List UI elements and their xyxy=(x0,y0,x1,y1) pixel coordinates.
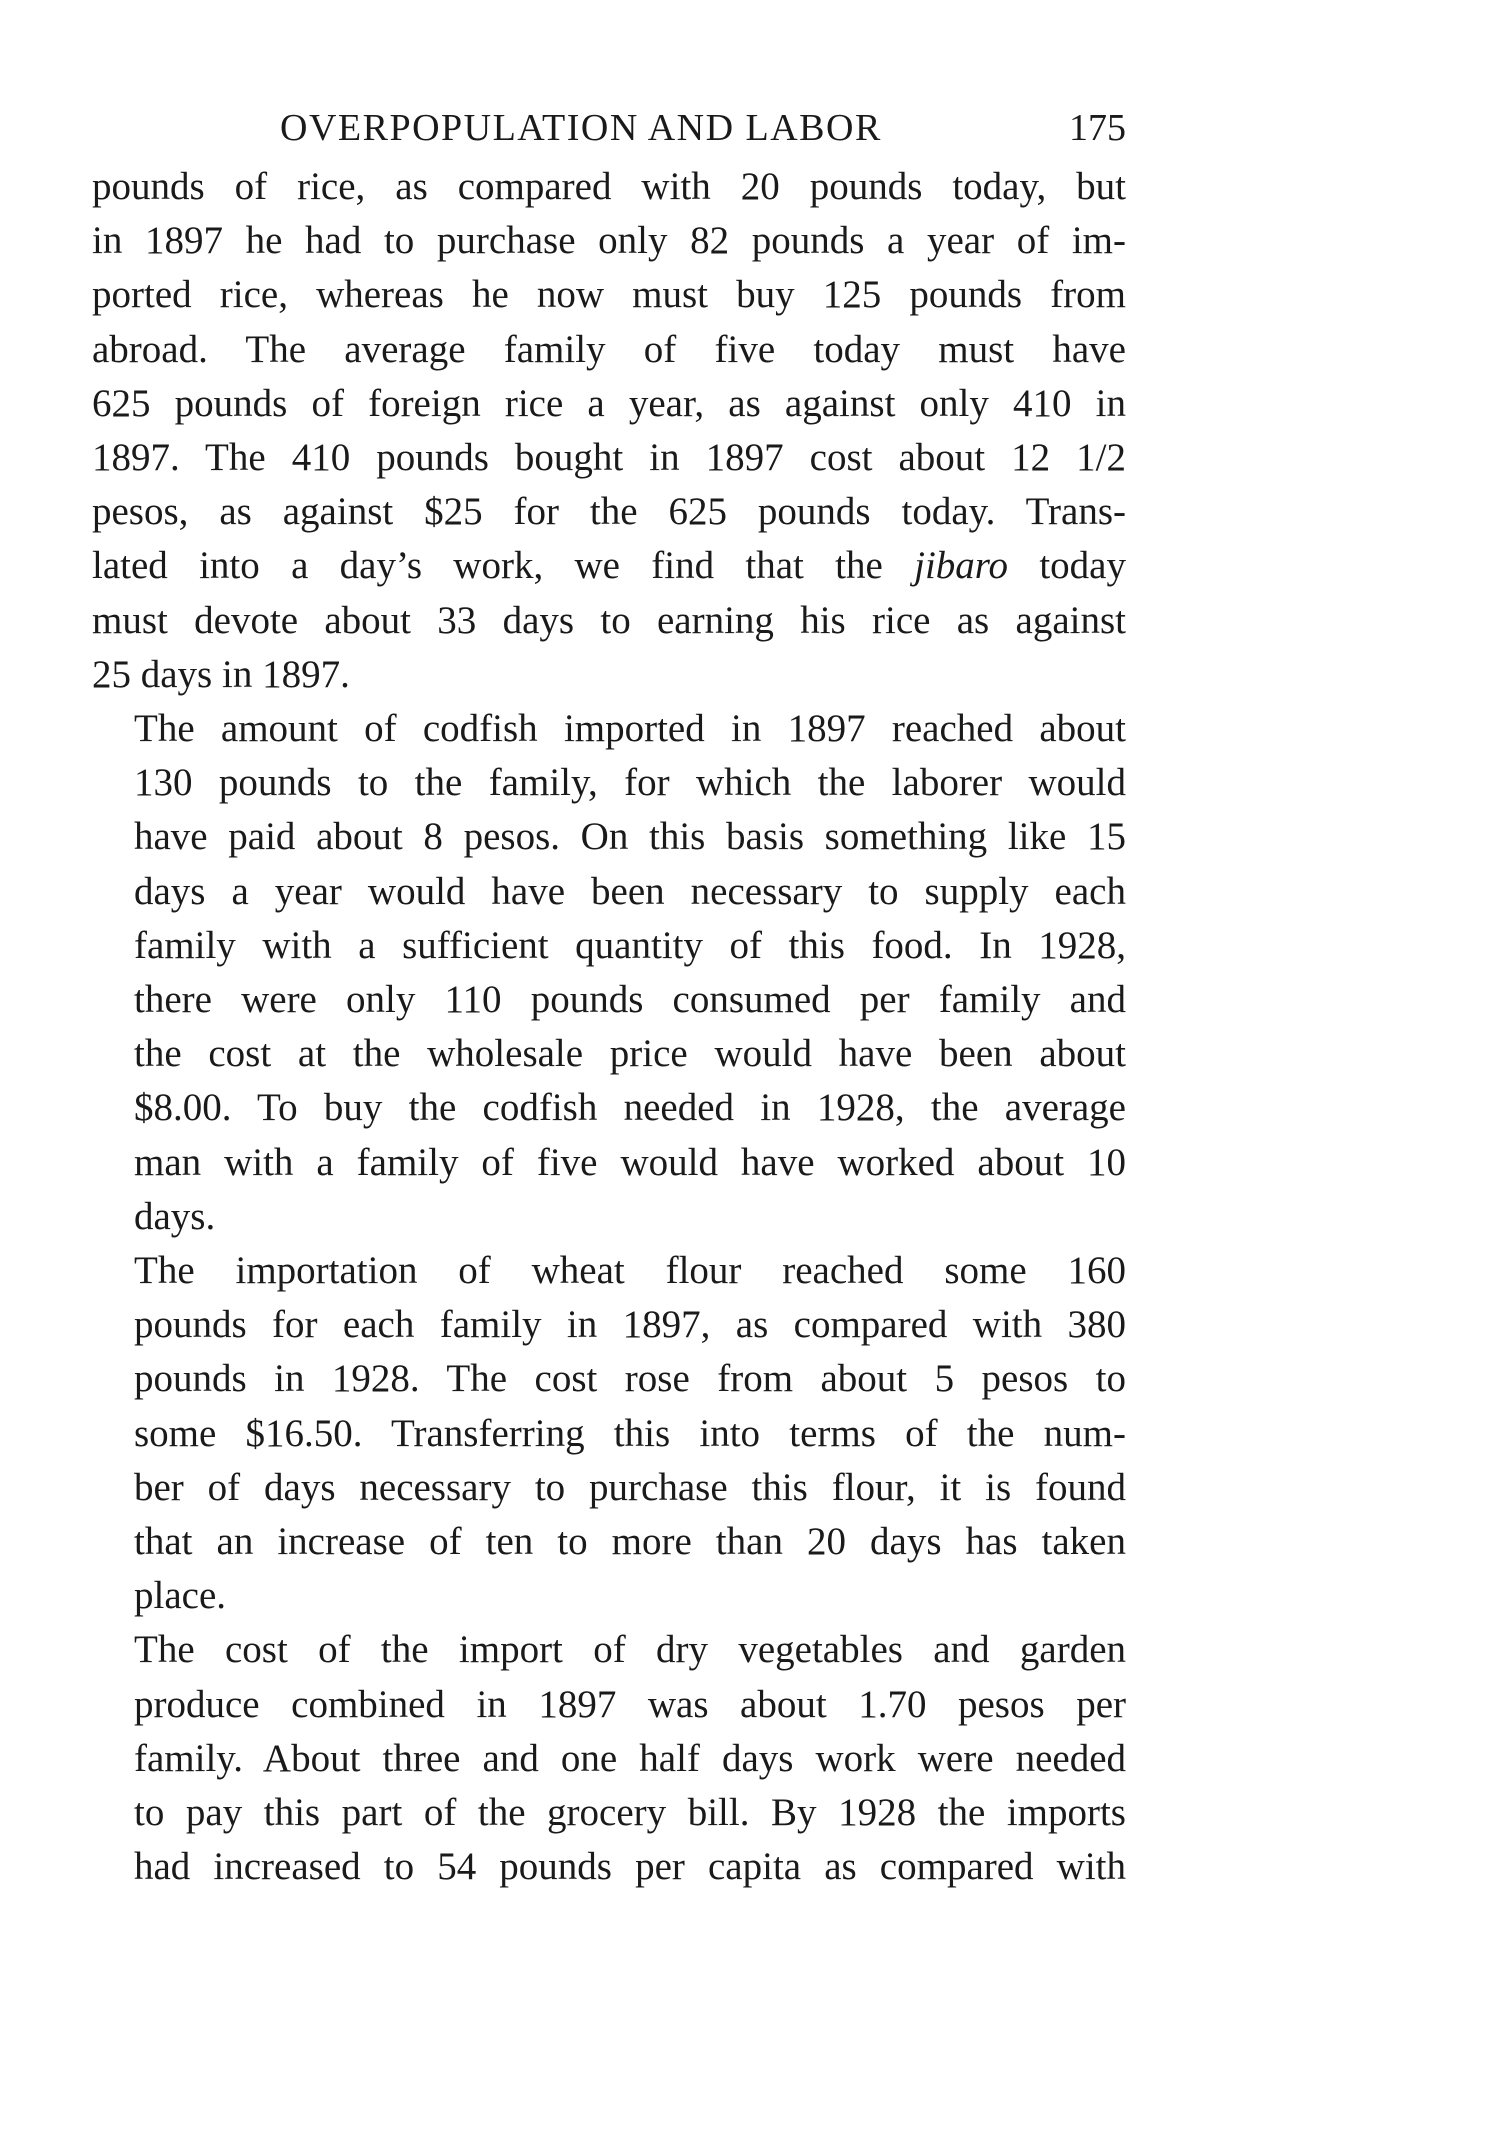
text-line: some $16.50. Transferring this into terms of the num- xyxy=(134,1411,1126,1455)
text-line: family. About three and one half days work were needed xyxy=(134,1736,1126,1780)
text-line: pounds of rice, as compared with 20 pounds today, but xyxy=(92,165,1126,208)
text-line: The amount of codfish imported in 1897 reached about xyxy=(134,707,1126,751)
text-line: pounds in 1928. The cost rose from about 5 pesos to xyxy=(134,1357,1126,1401)
page-number: 175 xyxy=(1069,107,1126,149)
text-line: to pay this part of the grocery bill. By 1928 the imports xyxy=(134,1791,1126,1835)
text-line: man with a family of five would have worked about 10 xyxy=(134,1140,1126,1184)
text-segment: today xyxy=(1008,544,1126,588)
text-line: ber of days necessary to purchase this flour, it is found xyxy=(134,1465,1126,1509)
text-line: in 1897 he had to purchase only 82 pounds a year of im- xyxy=(92,219,1126,263)
text-line: 1897. The 410 pounds bought in 1897 cost about 12 1/2 xyxy=(92,436,1126,480)
text-line: pesos, as against $25 for the 625 pounds today. Trans- xyxy=(92,490,1126,534)
text-line: pounds for each family in 1897, as compared with 380 xyxy=(134,1303,1126,1347)
text-line: family with a sufficient quantity of this food. In 1928, xyxy=(134,923,1126,967)
running-title: OVERPOPULATION AND LABOR xyxy=(280,107,882,149)
text-segment: lated into a day’s work, we find that the xyxy=(92,544,915,588)
text-line: the cost at the wholesale price would have been about xyxy=(134,1032,1126,1076)
text-line: 625 pounds of foreign rice a year, as against only 410 in xyxy=(92,381,1126,425)
text-line: have paid about 8 pesos. On this basis something like 15 xyxy=(134,815,1126,859)
text-line: place. xyxy=(134,1574,227,1618)
body-text xyxy=(92,160,1126,1895)
text-line: must devote about 33 days to earning his rice as against xyxy=(92,598,1126,642)
text-line: ported rice, whereas he now must buy 125 pounds from xyxy=(92,273,1126,317)
paragraph-rice xyxy=(92,160,1126,702)
text-line: there were only 110 pounds consumed per family and xyxy=(134,978,1126,1022)
text-line xyxy=(92,539,1126,593)
text-line: abroad. The average family of five today must have xyxy=(92,327,1126,371)
paragraph-vegetables xyxy=(92,1623,1126,1894)
text-line: The cost of the import of dry vegetables and garden xyxy=(134,1628,1126,1672)
text-line: had increased to 54 pounds per capita as compared with xyxy=(134,1845,1126,1889)
text-line: produce combined in 1897 was about 1.70 pesos per xyxy=(134,1682,1126,1726)
italic-word: jibaro xyxy=(914,544,1009,588)
text-line: that an increase of ten to more than 20 days has taken xyxy=(134,1520,1126,1564)
text-line: $8.00. To buy the codfish needed in 1928, the average xyxy=(134,1086,1126,1130)
text-line: 25 days in 1897. xyxy=(92,652,350,696)
text-line: The importation of wheat flour reached some 160 xyxy=(134,1249,1126,1293)
paragraph-wheat-flour xyxy=(92,1244,1126,1623)
running-head xyxy=(92,98,1126,158)
text-line: days a year would have been necessary to supply each xyxy=(134,869,1126,913)
text-line: days. xyxy=(134,1194,216,1238)
paragraph-codfish xyxy=(92,702,1126,1244)
text-line: 130 pounds to the family, for which the laborer would xyxy=(134,761,1126,805)
